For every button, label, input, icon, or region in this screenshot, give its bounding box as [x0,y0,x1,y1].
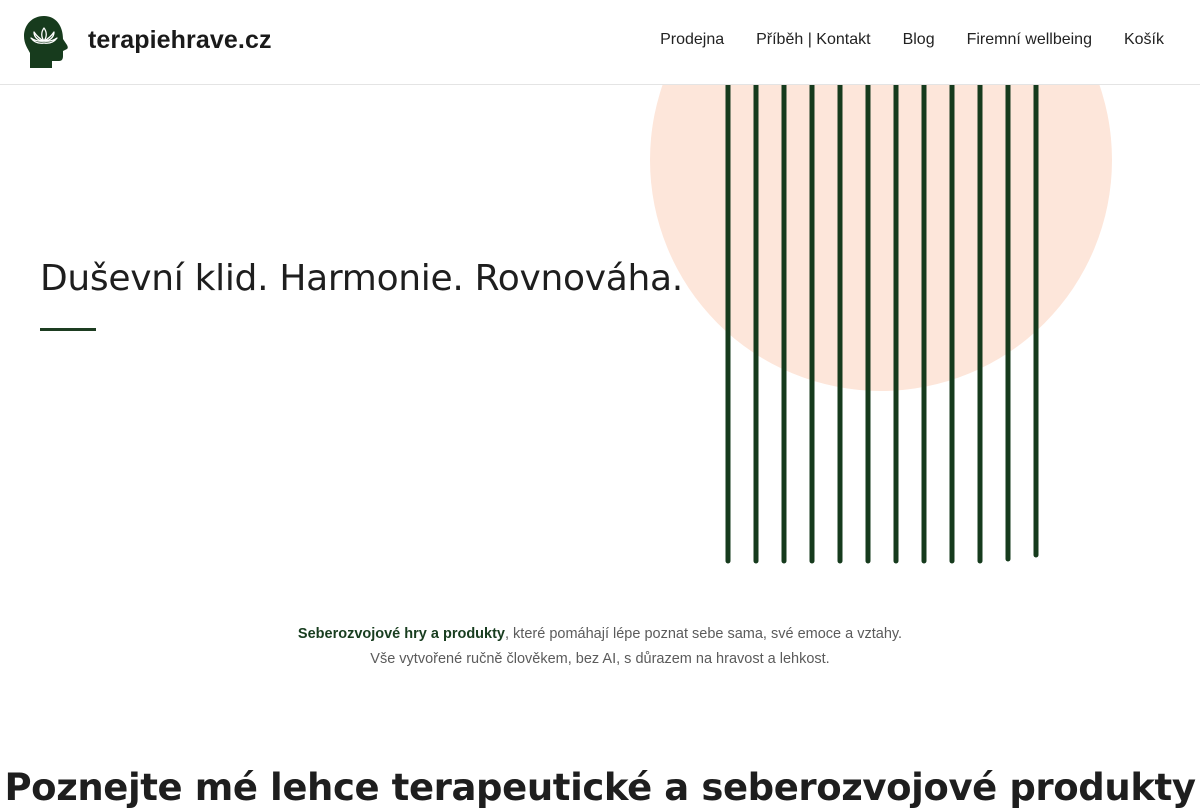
site-header [0,0,1200,85]
intro-line-1 [0,622,1200,647]
nav-item-kosik[interactable]: Košík [1123,31,1164,48]
hero-circle [650,85,1112,391]
hero-illustration [650,85,1120,570]
nav-item-firemni-wellbeing[interactable]: Firemní wellbeing [966,31,1092,48]
hero-divider [40,328,96,331]
main-nav [660,31,1164,49]
intro-highlight: Seberozvojové hry a produkty [297,626,505,642]
section-title: Poznejte mé lehce terapeutické a seberozvojové produkty [4,766,1196,809]
head-lotus-icon[interactable] [22,14,72,70]
nav-item-prodejna[interactable]: Prodejna [660,31,725,48]
intro-line-2 [0,647,1200,672]
intro-line-1-rest: , které pomáhají lépe poznat sebe sama, své emoce a vztahy. [505,626,903,642]
intro-text [0,622,1200,672]
intro-line-2-text: Vše vytvořené ručně člověkem, bez AI, s důrazem na hravost a lehkost. [370,651,830,667]
nav-item-blog[interactable]: Blog [902,31,935,48]
hero-title: Duševní klid. Harmonie. Rovnováha. [40,258,683,299]
brand-name[interactable]: terapiehrave.cz [88,26,272,54]
nav-item-pribeh-kontakt[interactable]: Příběh | Kontakt [756,31,871,48]
